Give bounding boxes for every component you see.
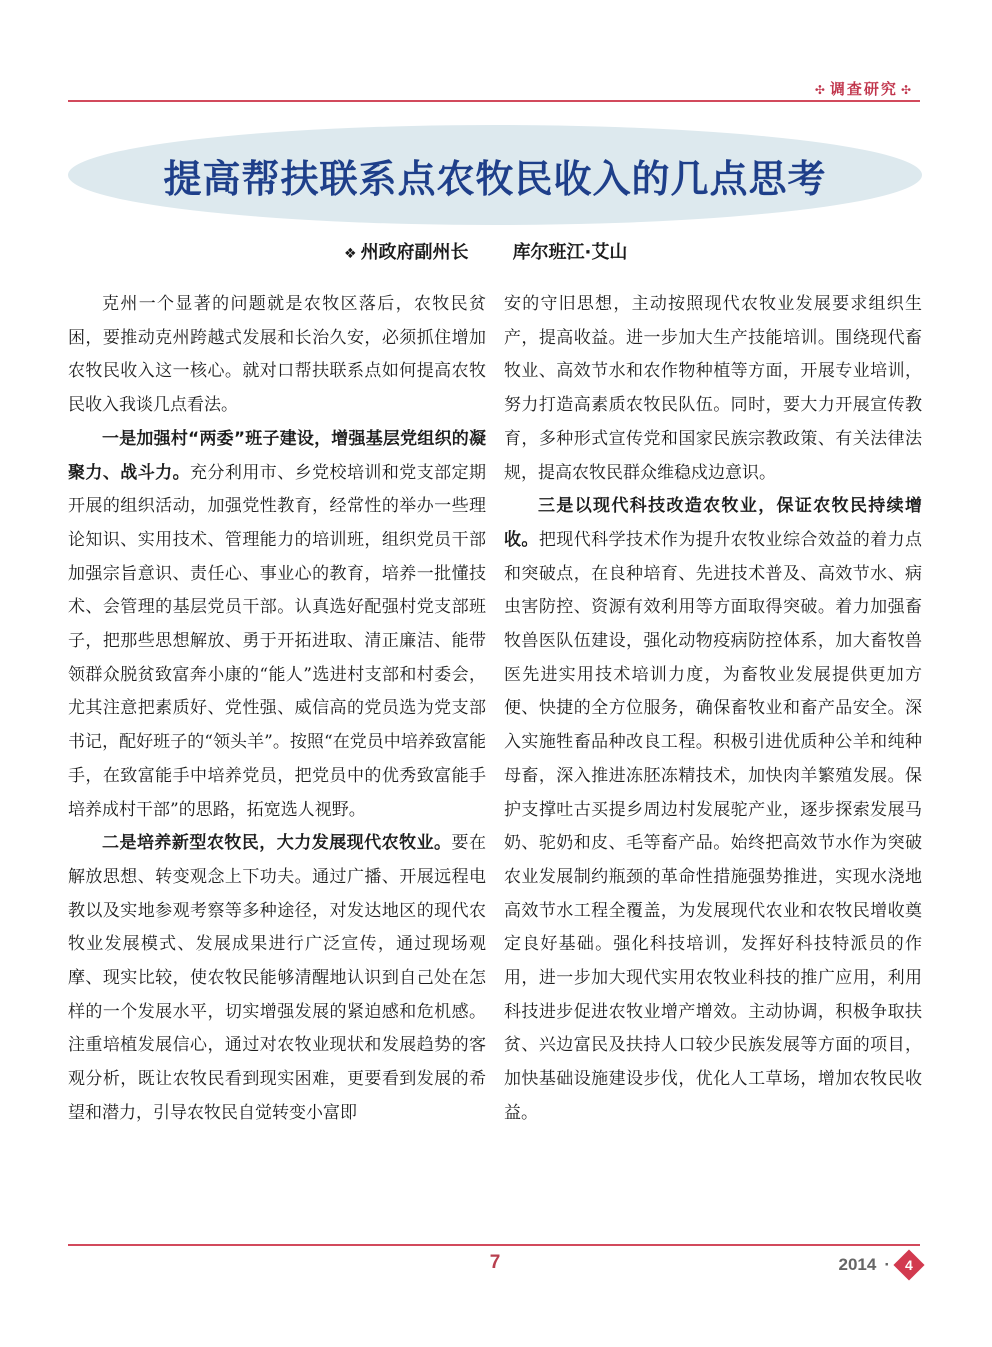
page-number: 7 [489,1252,501,1273]
paragraph-body: 要在解放思想、转变观念上下功夫。通过广播、开展远程电教以及实地参观考察等多种途径，对发达地区的现代农牧业发展模式、发展成果进行广泛宣传，通过现场观摩、现实比较，使农牧民能够清醒地认识到自己处在怎样的一个发展水平，切实增强发展的紧迫感和危机感。注重培植发展信心，通过对农牧业现状和发展趋势的客观分析，既让农牧民看到现实困难，更要看到发展的希望和潜力，引导农牧民自觉转变小富即 [68,833,487,1123]
article-title: 提高帮扶联系点农牧民收入的几点思考 [163,156,827,201]
issue-number: 4 [905,1256,913,1273]
author-name: 库尔班江·艾山 [512,242,628,263]
paragraph-body: 充分利用市、乡党校培训和党支部定期开展的组织活动，加强党性教育，经常性的举办一些理论知识、实用技术、管理能力的培训班，组织党员干部加强宗旨意识、责任心、事业心的教育，培养一批懂技术、会管理的基层党员干部。认真选好配强村党支部班子，把那些思想解放、勇于开拓进取、清正廉洁、能带领群众脱贫致富奔小康的“能人”选进村支部和村委会，尤其注意把素质好、党性强、威信高的党员选为党支部书记，配好班子的“领头羊”。按照“在党员中培养致富能手，在致富能手中培养党员，把党员中的优秀致富能手培养成村干部”的思路，拓宽选人视野。 [68,462,487,820]
section-tag [812,78,916,99]
byline [344,238,627,264]
issue-info [839,1254,921,1276]
right-column [504,288,922,1131]
paragraph-body: 把现代科学技术作为提升农牧业综合效益的着力点和突破点，在良种培育、先进技术普及、高效节水、病虫害防控、资源有效利用等方面取得突破。着力加强畜牧兽医队伍建设，强化动物疫病防控体系，加大畜牧兽医先进实用技术培训力度，为畜牧业发展提供更加方便、快捷的全方位服务，确保畜牧业和畜产品安全。深入实施牲畜品种改良工程。积极引进优质种公羊和纯种母畜，深入推进冻胚冻精技术，加快肉羊繁殖发展。保护支撑吐古买提乡周边村发展驼产业，逐步探索发展马奶、驼奶和皮、毛等畜产品。始终把高效节水作为突破农业发展制约瓶颈的革命性措施强势推进，实现水浇地高效节水工程全覆盖，为发展现代农业和农牧民增收奠定良好基础。强化科技培训，发挥好科技特派员的作用，进一步加大现代实用农牧业科技的推广应用，利用科技进步促进农牧业增产增效。主动协调，积极争取扶贫、兴边富民及扶持人口较少民族发展等方面的项目，加快基础设施建设步伐，优化人工草场，增加农牧民收益。 [504,529,923,1123]
issue-badge-icon [893,1249,924,1280]
issue-year: 2014 [838,1255,877,1274]
paragraph-lead: 三是以现代科技改造农牧业，保证农牧民持续增收。 [504,496,922,550]
paragraph [68,827,486,1130]
issue-separator: · [884,1255,890,1274]
ornament-icon: ✣ [900,83,913,97]
paragraph: 克州一个显著的问题就是农牧区落后，农牧民贫困，要推动克州跨越式发展和长治久安，必须抓住增加农牧民收入这一核心。就对口帮扶联系点如何提高农牧民收入我谈几点看法。 [68,294,486,416]
footer-divider [68,1244,920,1246]
paragraph [68,423,486,827]
author-position: 州政府副州长 [360,242,469,263]
header-divider [68,100,920,102]
left-column [68,288,486,1131]
diamond-bullet-icon: ❖ [344,246,357,262]
paragraph: 安的守旧思想，主动按照现代农牧业发展要求组织生产，提高收益。进一步加大生产技能培训。围绕现代畜牧业、高效节水和农作物种植等方面，开展专业培训，努力打造高素质农牧民队伍。同时，要大力开展宣传教育，多种形式宣传党和国家民族宗教政策、有关法律法规，提高农牧民群众维稳戍边意识。 [504,294,922,483]
paragraph-lead: 二是培养新型农牧民，大力发展现代农牧业。 [102,833,452,854]
section-label: 调查研究 [829,80,898,98]
paragraph-lead: 一是加强村“两委”班子建设，增强基层党组织的凝聚力、战斗力。 [68,428,486,483]
ornament-icon: ✣ [814,83,827,97]
paragraph [504,490,922,1130]
